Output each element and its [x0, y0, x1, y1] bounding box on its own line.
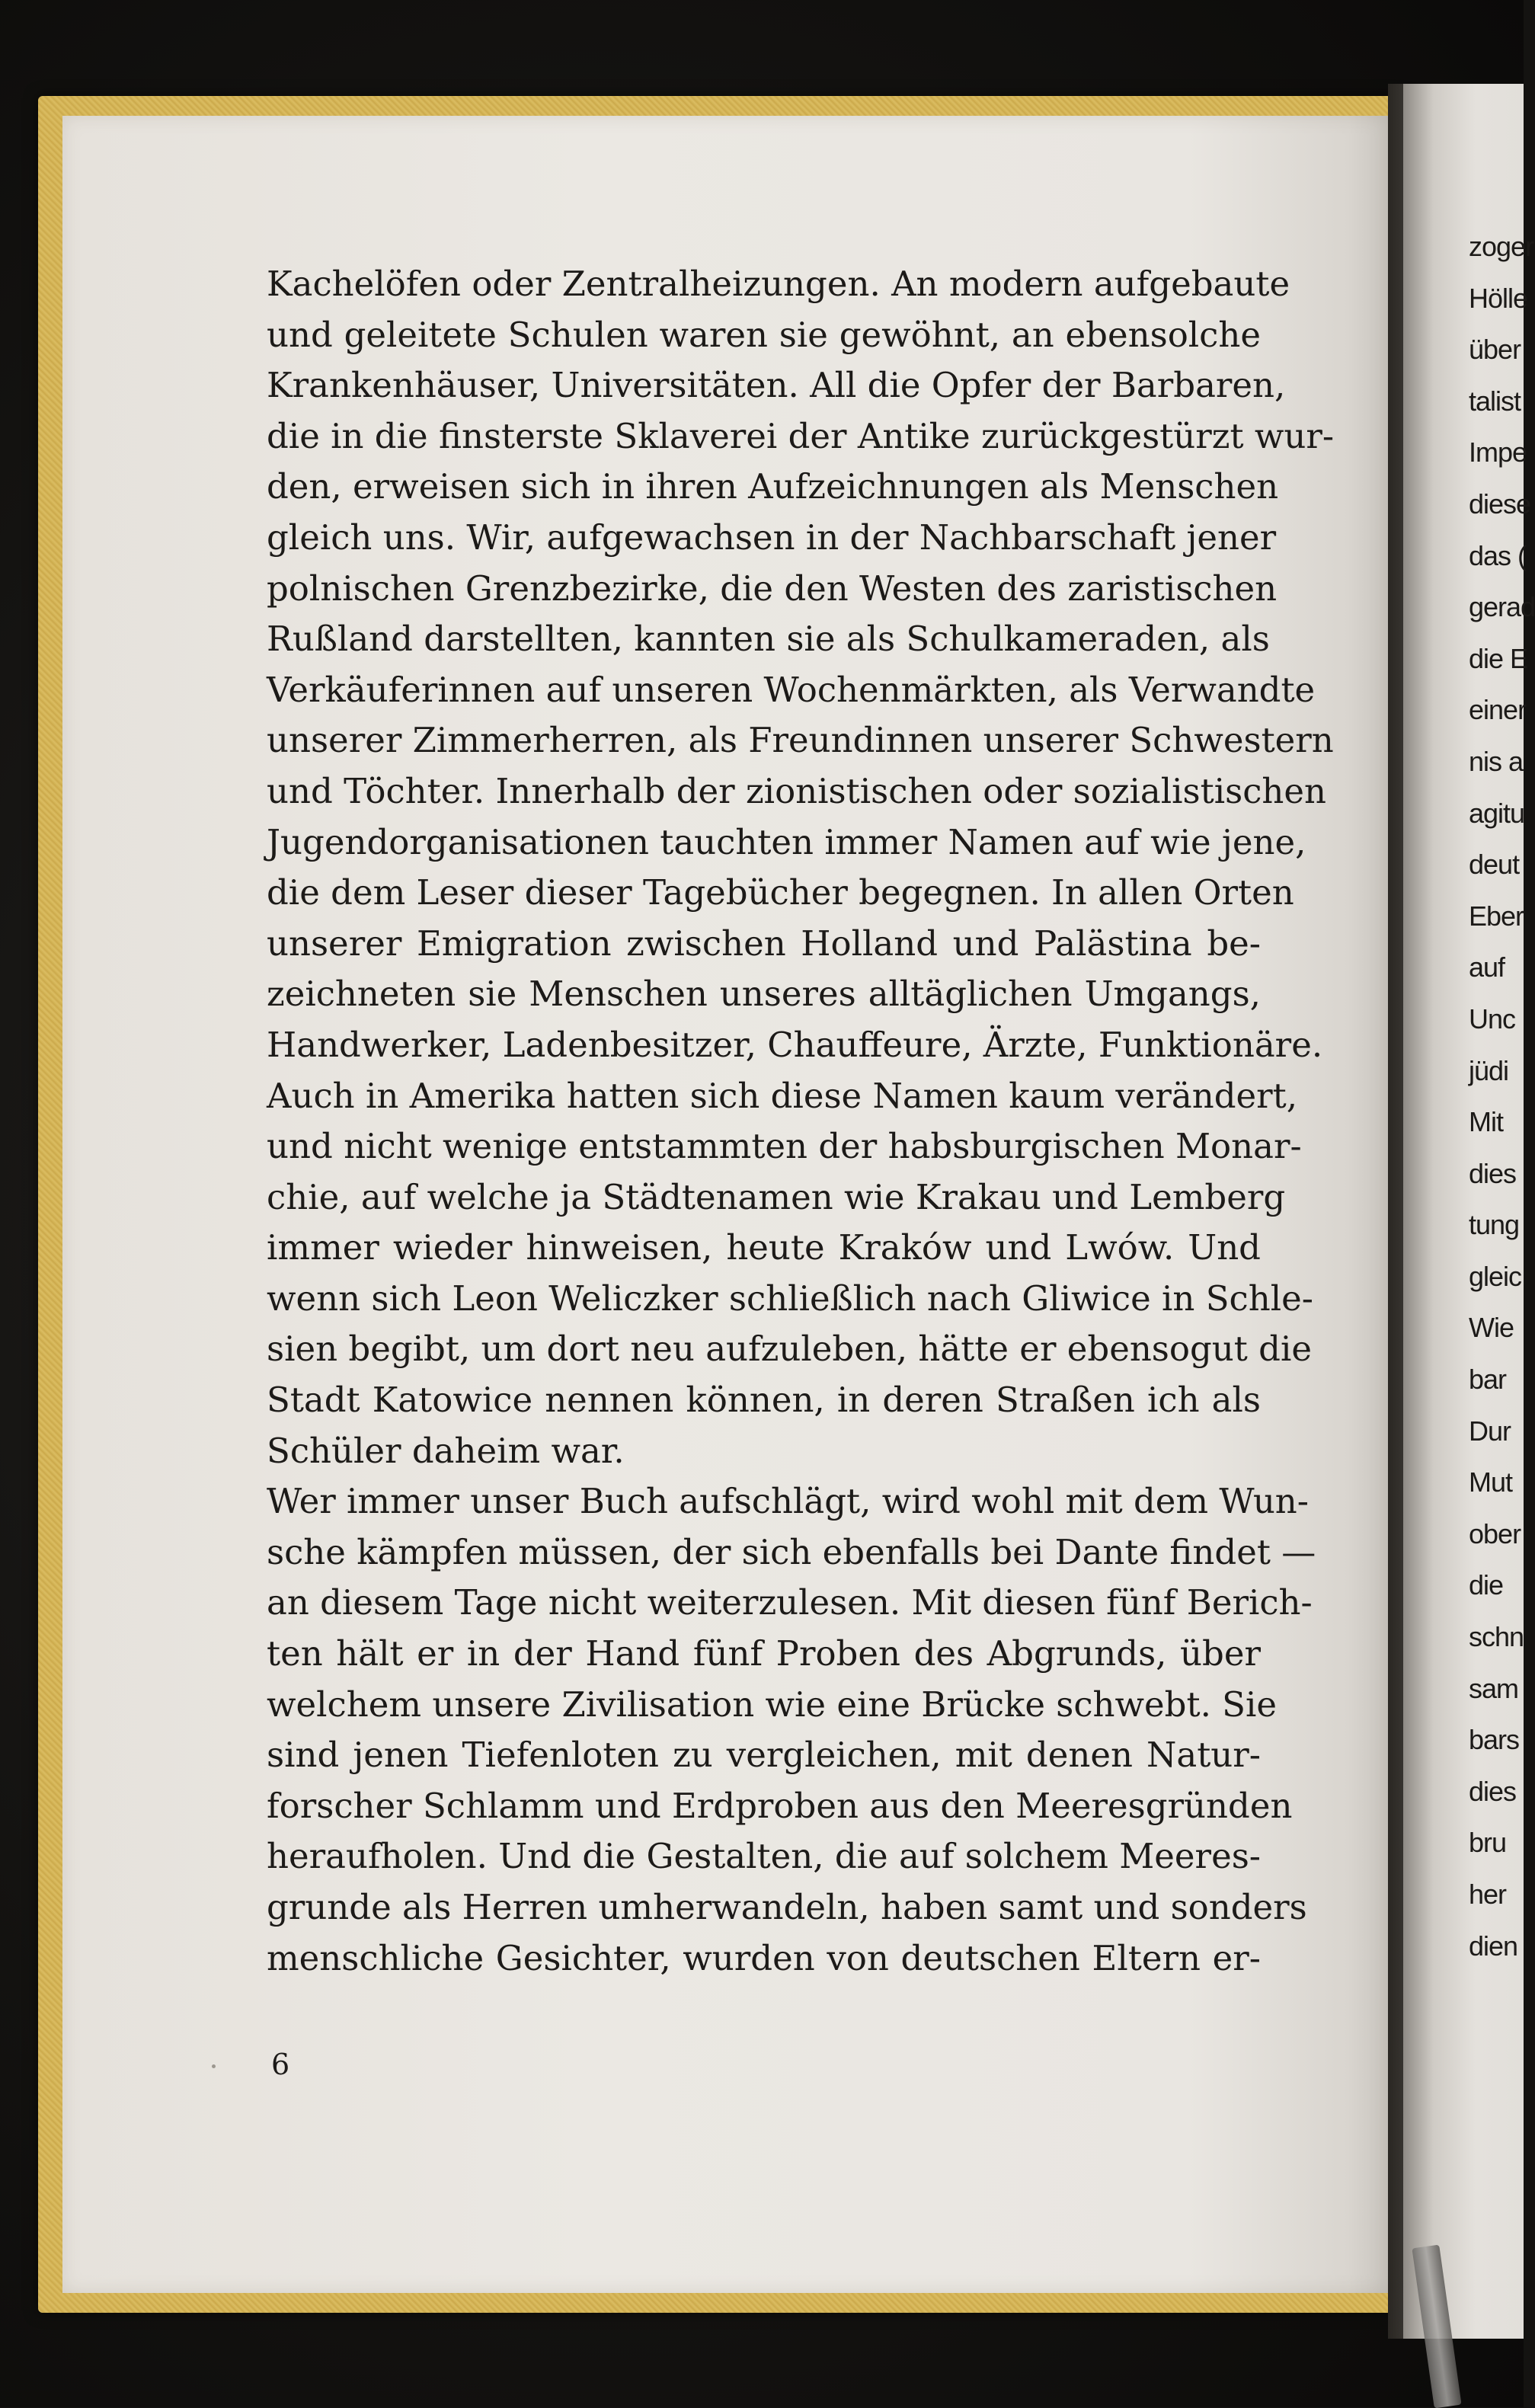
text-line: ten hält er in der Hand fünf Proben des Abgrunds, über [267, 1633, 1261, 1674]
text-line: Jugendorganisationen tauchten immer Namen auf wie jene, [267, 821, 1306, 862]
right-text-fragment: die [1469, 1569, 1504, 1601]
right-text-fragment: Hölle [1469, 282, 1528, 314]
right-text-fragment: diese [1469, 488, 1531, 520]
text-line: Krankenhäuser, Universitäten. All die Opfer der Barbaren, [267, 365, 1286, 406]
text-line: Stadt Katowice nennen können, in deren Straßen ich als [267, 1380, 1261, 1421]
right-text-fragment: dies [1469, 1775, 1517, 1807]
right-text-fragment: Mit [1469, 1106, 1503, 1138]
text-line: zeichneten sie Menschen unseres alltäglichen Umgangs, [267, 974, 1261, 1015]
body-text [267, 259, 1335, 1984]
right-text-fragment: Unc [1469, 1003, 1516, 1035]
text-line: forscher Schlamm und Erdproben aus den Meeresgründen [267, 1785, 1293, 1826]
text-line: sind jenen Tiefenloten zu vergleichen, mit denen Natur- [267, 1735, 1261, 1776]
text-line: und Töchter. Innerhalb der zionistischen oder sozialistischen [267, 770, 1327, 811]
text-line: polnischen Grenzbezirke, die den Westen des zaristischen [267, 568, 1278, 609]
right-text-fragment: Wie [1469, 1312, 1514, 1344]
right-text-fragment: bru [1469, 1827, 1507, 1859]
right-text-fragment: ober [1469, 1517, 1521, 1549]
text-line: sien begibt, um dort neu aufzuleben, hätte er ebensogut die [267, 1329, 1312, 1370]
right-text-fragment: gerad [1469, 591, 1535, 623]
right-text-fragment: tung [1469, 1209, 1520, 1241]
text-line: immer wieder hinweisen, heute Kraków und Lwów. Und [267, 1227, 1261, 1268]
text-line: und geleitete Schulen waren sie gewöhnt, an ebensolche [267, 314, 1261, 355]
right-text-fragment: das ( [1469, 539, 1527, 571]
right-text-fragment: zoger [1469, 231, 1534, 262]
right-text-fragment: talist [1469, 385, 1521, 417]
text-line: sche kämpfen müssen, der sich ebenfalls bei Dante findet — [267, 1531, 1316, 1572]
right-text-fragment: Mut [1469, 1466, 1513, 1498]
text-line: welchem unsere Zivilisation wie eine Brücke schwebt. Sie [267, 1684, 1278, 1725]
text-line: an diesem Tage nicht weiterzulesen. Mit diesen fünf Berich- [267, 1582, 1313, 1623]
page-speck [212, 2064, 216, 2068]
right-text-fragment: über [1469, 334, 1521, 366]
right-text-fragment: bars [1469, 1724, 1520, 1756]
right-text-fragment: gleic [1469, 1260, 1522, 1292]
text-line: gleich uns. Wir, aufgewachsen in der Nachbarschaft jener [267, 516, 1277, 558]
right-text-fragment: dien [1469, 1930, 1518, 1962]
page-number: 6 [271, 2048, 290, 2081]
right-text-fragment: bar [1469, 1364, 1507, 1396]
text-line: Verkäuferinnen auf unseren Wochenmärkten, als Verwandte [267, 669, 1316, 710]
text-line: heraufholen. Und die Gestalten, die auf solchem Meeres- [267, 1836, 1261, 1877]
right-page-text [1469, 221, 1535, 1971]
text-line: unserer Emigration zwischen Holland und Palästina be- [267, 923, 1261, 964]
right-text-fragment: nis a [1469, 745, 1524, 777]
right-text-fragment: dies [1469, 1157, 1517, 1189]
text-line: Schüler daheim war. [267, 1430, 625, 1471]
right-text-fragment: deut [1469, 849, 1520, 881]
right-text-fragment: jüdi [1469, 1054, 1509, 1086]
right-text-fragment: agitu [1469, 797, 1525, 829]
right-text-fragment: schn [1469, 1621, 1524, 1653]
right-text-fragment: Impe [1469, 437, 1527, 468]
right-text-fragment: einer [1469, 694, 1527, 726]
text-line: Handwerker, Ladenbesitzer, Chauffeure, Ärzte, Funktionäre. [267, 1024, 1323, 1065]
text-line: unserer Zimmerherren, als Freundinnen unserer Schwestern [267, 720, 1334, 761]
right-text-fragment: Dur [1469, 1415, 1511, 1447]
text-line: Auch in Amerika hatten sich diese Namen kaum verändert, [267, 1075, 1298, 1116]
text-line: wenn sich Leon Weliczker schließlich nach Gliwice in Schle- [267, 1278, 1313, 1319]
text-line: Wer immer unser Buch aufschlägt, wird wohl mit dem Wun- [267, 1481, 1309, 1522]
text-line: grunde als Herren umherwandeln, haben samt und sonders [267, 1887, 1307, 1927]
text-line: Rußland darstellten, kannten sie als Schulkameraden, als [267, 619, 1270, 660]
text-line: die dem Leser dieser Tagebücher begegnen. In allen Orten [267, 872, 1294, 913]
text-line: chie, auf welche ja Städtenamen wie Krakau und Lemberg [267, 1176, 1286, 1217]
text-line: Kachelöfen oder Zentralheizungen. An modern aufgebaute [267, 264, 1290, 304]
right-text-fragment: die E [1469, 642, 1528, 674]
right-text-fragment: Eber [1469, 900, 1524, 932]
right-text-fragment: her [1469, 1879, 1507, 1910]
right-text-fragment: auf [1469, 951, 1505, 983]
text-line: die in die finsterste Sklaverei der Antike zurückgestürzt wur- [267, 415, 1335, 456]
right-text-fragment: sam [1469, 1672, 1519, 1704]
text-line: menschliche Gesichter, wurden von deutschen Eltern er- [267, 1937, 1261, 1978]
text-line: den, erweisen sich in ihren Aufzeichnungen als Menschen [267, 466, 1279, 507]
text-line: und nicht wenige entstammten der habsburgischen Monar- [267, 1126, 1302, 1167]
